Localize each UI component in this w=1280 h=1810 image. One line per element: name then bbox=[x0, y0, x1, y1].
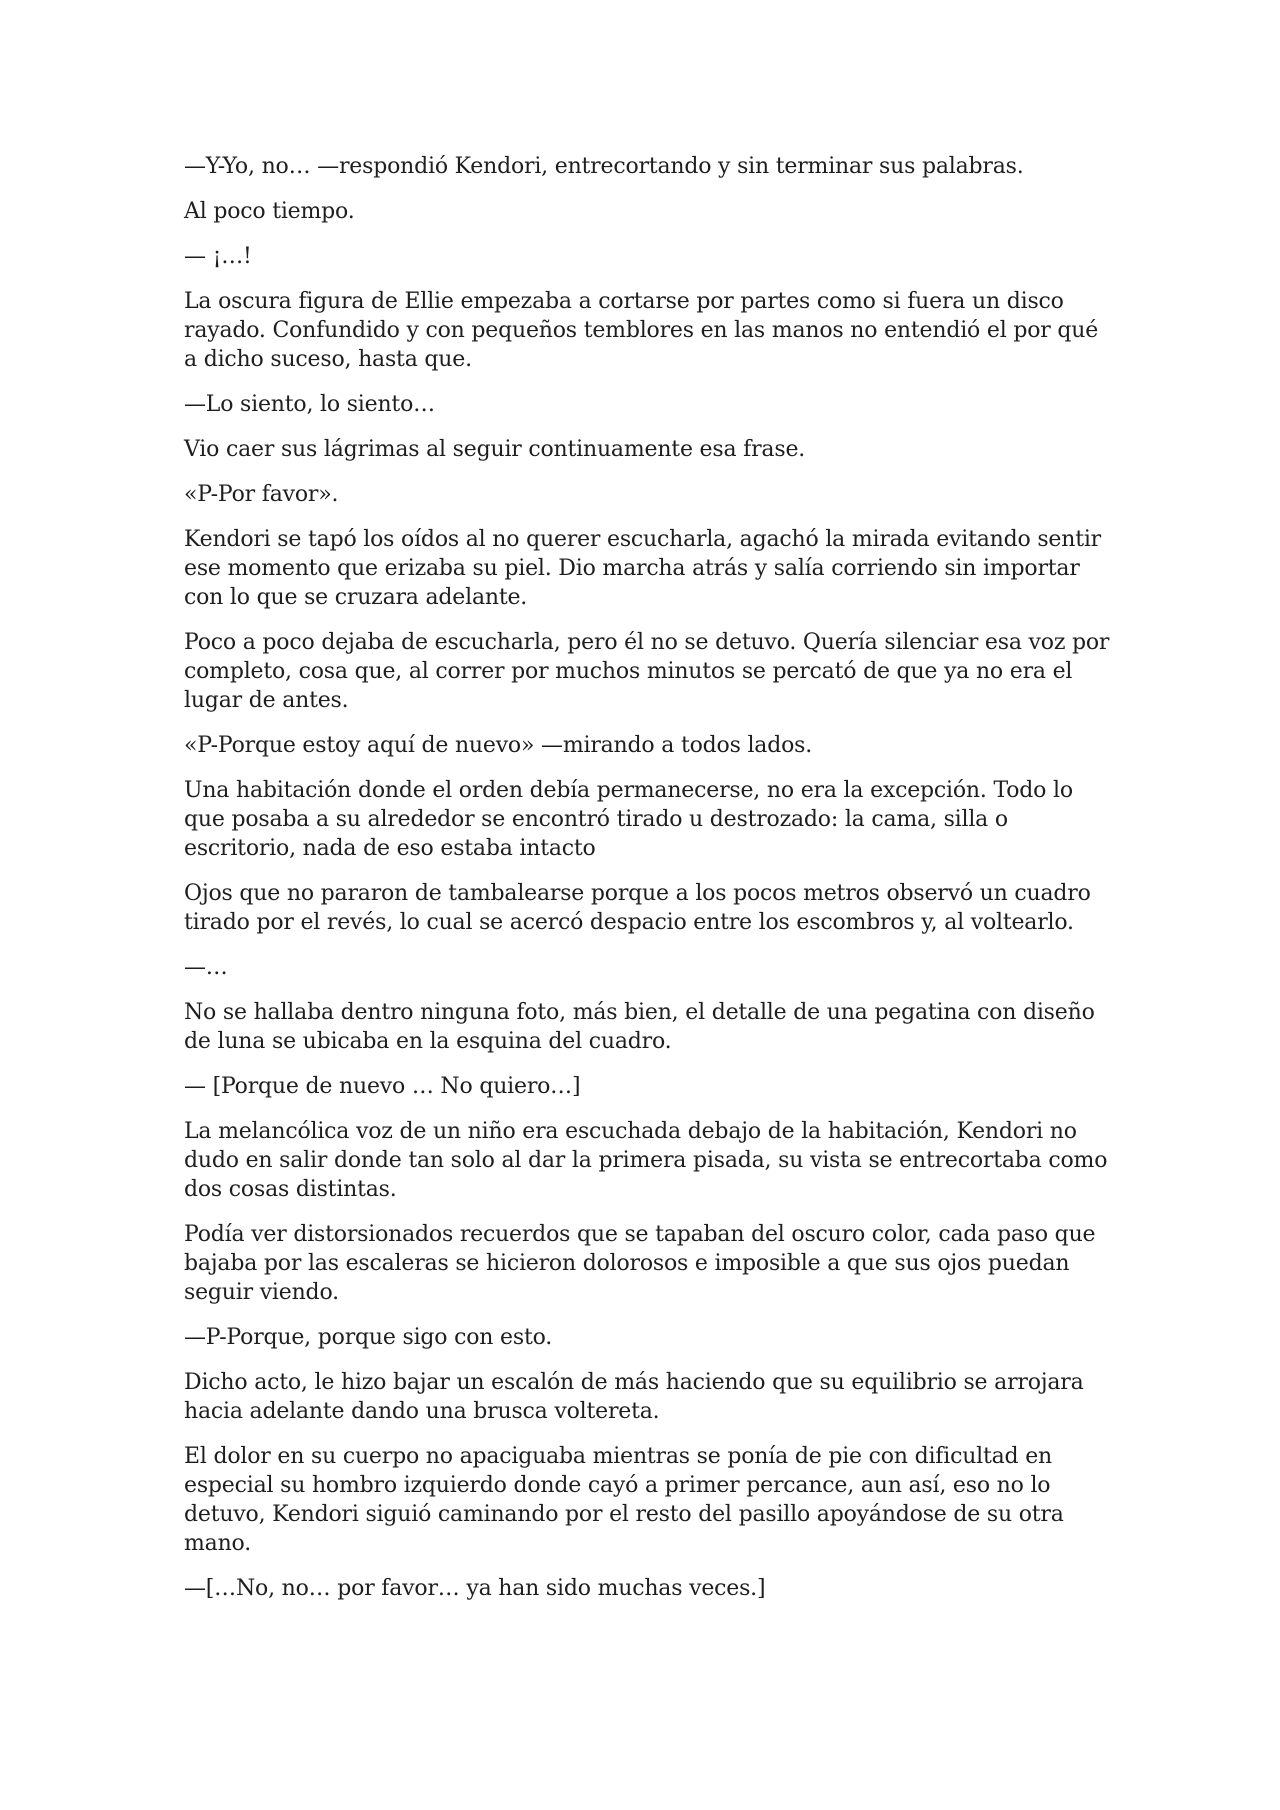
paragraph: Al poco tiempo. bbox=[184, 199, 355, 224]
paragraph: —… bbox=[184, 955, 228, 980]
paragraph: «P-Porque estoy aquí de nuevo» —mirando a todos lados. bbox=[184, 733, 813, 758]
paragraph: —P-Porque, porque sigo con esto. bbox=[184, 1325, 553, 1350]
paragraph: «P-Por favor». bbox=[184, 482, 339, 507]
paragraph: Podía ver distorsionados recuerdos que se tapaban del oscuro color, cada paso que bajaba por las escaleras se hicieron dolorosos e imposible a que sus ojos puedan seguir viendo. bbox=[184, 1222, 1096, 1305]
paragraph: —[…No, no… por favor… ya han sido muchas veces.] bbox=[184, 1576, 766, 1601]
paragraph: Una habitación donde el orden debía permanecerse, no era la excepción. Todo lo que posaba a su alrededor se encontró tirado u destrozado: la cama, silla o escritorio, nada de eso estaba intacto bbox=[184, 778, 1073, 861]
paragraph: — ¡…! bbox=[184, 244, 252, 269]
document-body bbox=[184, 152, 1114, 1619]
paragraph: —Y-Yo, no… —respondió Kendori, entrecortando y sin terminar sus palabras. bbox=[184, 154, 1024, 179]
paragraph: La melancólica voz de un niño era escuchada debajo de la habitación, Kendori no dudo en salir donde tan solo al dar la primera pisada, su vista se entrecortaba como dos cosas distintas. bbox=[184, 1119, 1108, 1202]
paragraph: —Lo siento, lo siento… bbox=[184, 392, 435, 417]
paragraph: Ojos que no pararon de tambalearse porque a los pocos metros observó un cuadro tirado por el revés, lo cual se acercó despacio entre los escombros y, al voltearlo. bbox=[184, 881, 1091, 935]
paragraph: Dicho acto, le hizo bajar un escalón de más haciendo que su equilibrio se arrojara hacia adelante dando una brusca voltereta. bbox=[184, 1370, 1084, 1424]
paragraph: El dolor en su cuerpo no apaciguaba mientras se ponía de pie con dificultad en especial su hombro izquierdo donde cayó a primer percance, aun así, eso no lo detuvo, Kendori siguió caminando por el resto del pasillo apoyándose de su otra mano. bbox=[184, 1444, 1064, 1556]
paragraph: — [Porque de nuevo … No quiero…] bbox=[184, 1074, 581, 1099]
paragraph: Vio caer sus lágrimas al seguir continuamente esa frase. bbox=[184, 437, 806, 462]
paragraph: Kendori se tapó los oídos al no querer escucharla, agachó la mirada evitando sentir ese momento que erizaba su piel. Dio marcha atrás y salía corriendo sin importar con lo que se cruzara adelante. bbox=[184, 527, 1101, 610]
paragraph: Poco a poco dejaba de escucharla, pero él no se detuvo. Quería silenciar esa voz por completo, cosa que, al correr por muchos minutos se percató de que ya no era el lugar de antes. bbox=[184, 630, 1110, 713]
paragraph: No se hallaba dentro ninguna foto, más bien, el detalle de una pegatina con diseño de luna se ubicaba en la esquina del cuadro. bbox=[184, 1000, 1095, 1054]
paragraph: La oscura figura de Ellie empezaba a cortarse por partes como si fuera un disco rayado. Confundido y con pequeños temblores en las manos no entendió el por qué a dicho suceso, hasta que. bbox=[184, 289, 1099, 372]
